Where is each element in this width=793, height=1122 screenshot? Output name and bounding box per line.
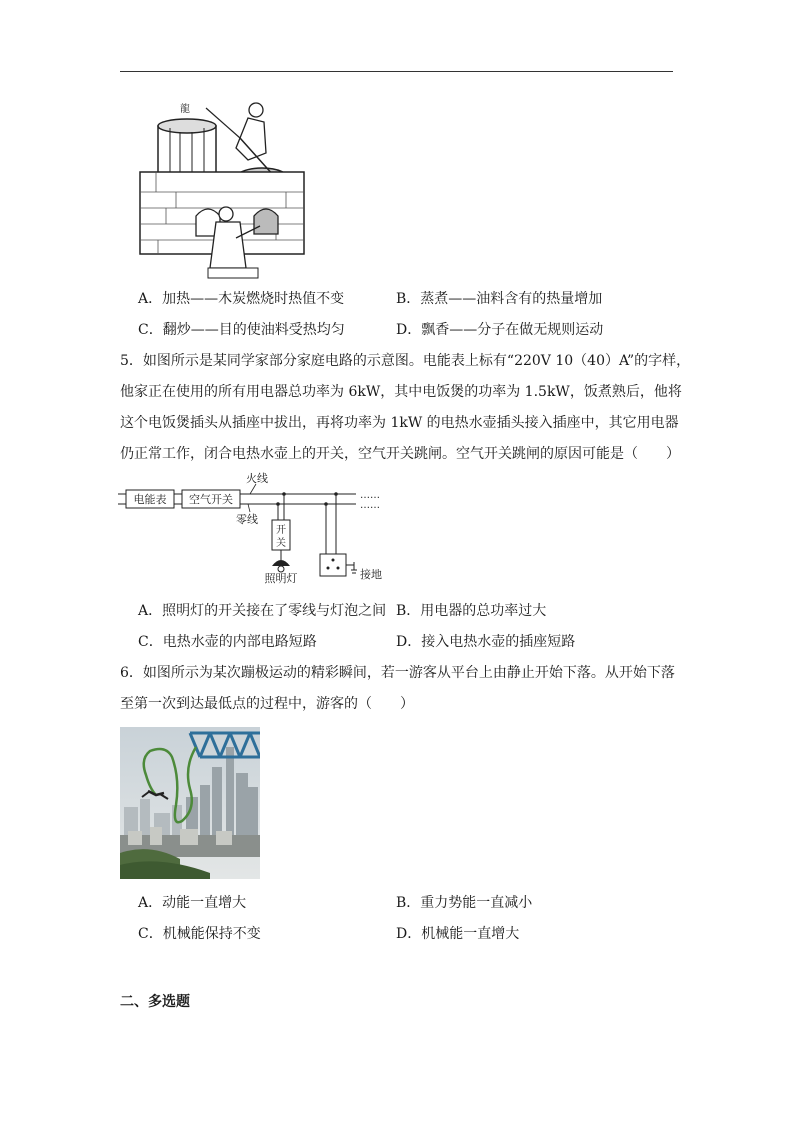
- q5-stem-line-3: 这个电饭煲插头从插座中拔出，再将功率为 1kW 的电热水壶插头接入插座中，其它用电器: [120, 415, 679, 431]
- meter-label: 电能表: [133, 493, 167, 506]
- q6-option-c: C．机械能保持不变: [138, 926, 261, 942]
- q6-stem-line-2: 至第一次到达最低点的过程中，游客的（ ）: [120, 696, 414, 712]
- q6-option-a: A．动能一直增大: [138, 895, 247, 911]
- q4-option-d: D．飘香——分子在做无规则运动: [396, 322, 604, 338]
- q6-option-b: B．重力势能一直减小: [396, 895, 533, 911]
- q5-option-a: A．照明灯的开关接在了零线与灯泡之间: [138, 603, 387, 619]
- socket-outlet-icon: [320, 554, 346, 576]
- q5-option-d: D．接入电热水壶的插座短路: [396, 634, 576, 650]
- ground-label: 接地: [360, 568, 382, 581]
- figure1-label: 龍: [180, 104, 190, 115]
- q5-stem-line-4: 仍正常工作，闭合电热水壶上的开关，空气开关跳闸。空气开关跳闸的原因可能是（ ）: [120, 446, 680, 462]
- q4-option-b: B．蒸煮——油料含有的热量增加: [396, 291, 603, 307]
- household-circuit-diagram: [118, 470, 390, 586]
- section-title: 二、多选题: [120, 994, 190, 1010]
- q5-option-b: B．用电器的总功率过大: [396, 603, 547, 619]
- q4-option-a: A．加热——木炭燃烧时热值不变: [138, 291, 345, 307]
- lamp-bulb-icon: [272, 560, 290, 566]
- bungee-jump-photo: [120, 727, 260, 879]
- switch-label-top: 开: [276, 525, 286, 536]
- q4-option-c: C．翻炒——目的使油料受热均匀: [138, 322, 345, 338]
- svg-text:……: ……: [360, 500, 380, 511]
- oil-pressing-illustration: [136, 98, 306, 280]
- q5-stem-line-2: 他家正在使用的所有用电器总功率为 6kW，其中电饭煲的功率为 1.5kW，饭煮熟后，他将: [120, 384, 682, 400]
- q6-option-d: D．机械能一直增大: [396, 926, 520, 942]
- continuation-dots: ……: [360, 490, 380, 501]
- lamp-label: 照明灯: [264, 572, 298, 585]
- q6-stem-line-1: 6．如图所示为某次蹦极运动的精彩瞬间，若一游客从平台上由静止开始下落。从开始下落: [120, 665, 675, 681]
- q5-stem-line-1: 5．如图所示是某同学家部分家庭电路的示意图。电能表上标有“220V 10（40）A”的字样，: [120, 353, 691, 369]
- q5-option-c: C．电热水壶的内部电路短路: [138, 634, 317, 650]
- breaker-label: 空气开关: [189, 493, 233, 506]
- header-rule: [120, 71, 673, 72]
- switch-label-bottom: 关: [276, 538, 286, 549]
- live-label: 火线: [246, 472, 268, 485]
- neutral-label: 零线: [236, 513, 258, 526]
